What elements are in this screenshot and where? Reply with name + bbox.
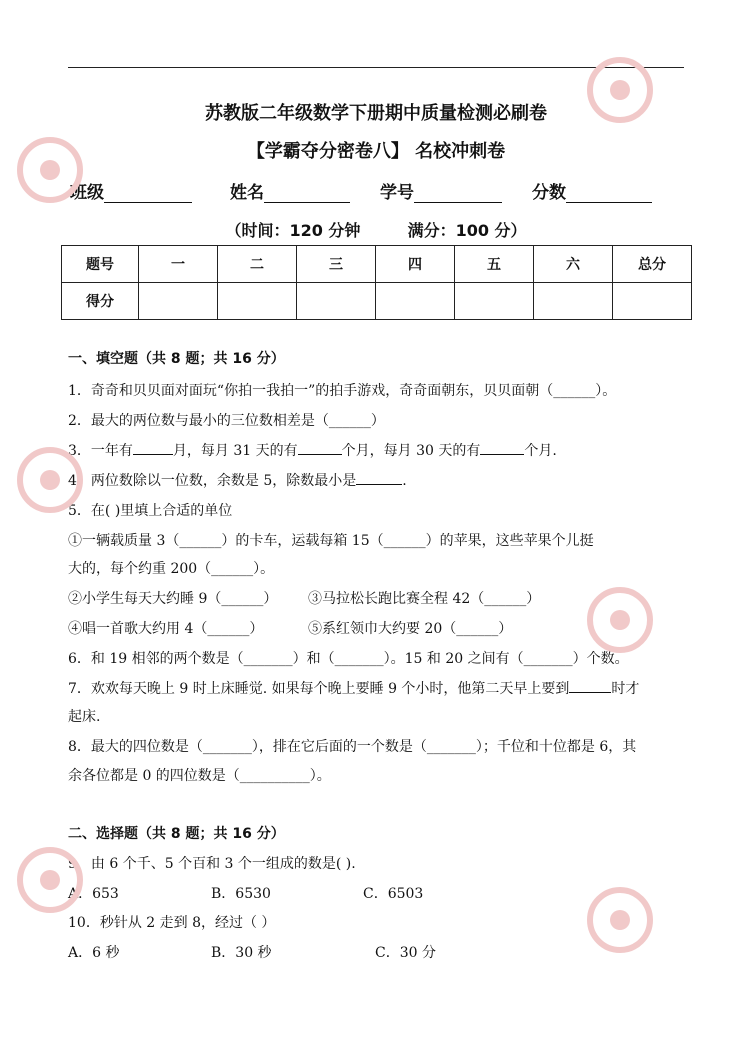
q4-part-2: . [402,473,407,489]
q10-option-b[interactable]: B．30 秒 [211,945,272,961]
question-5-1: ①一辆载质量 3（______）的卡车，运载每箱 15（______）的苹果，这些苹果个儿挺 [68,533,594,549]
name-blank[interactable] [264,184,350,203]
number-label: 学号 [380,183,414,203]
question-1: 1．奇奇和贝贝面对面玩“你拍一我拍一”的拍手游戏，奇奇面朝东，贝贝面朝（______）。 [68,383,617,399]
q7-part-1: 7．欢欢每天晚上 9 时上床睡觉. 如果每个晚上要睡 9 个小时，他第二天早上要到 [68,681,570,697]
question-3 [68,440,557,460]
question-7 [68,678,639,698]
watermark-logo-icon [560,860,680,980]
q3-part-1: 3．一年有 [68,443,133,459]
score-cell[interactable] [455,283,534,320]
score-table-header-row [62,246,692,283]
answer-blank[interactable] [133,440,173,455]
score-cell[interactable] [613,283,692,320]
q7-part-2: 时才 [611,681,640,697]
question-5-4: ④唱一首歌大约用 4（______） [68,621,264,637]
question-2: 2．最大的两位数与最小的三位数相差是（______） [68,413,385,429]
score-blank[interactable] [566,184,652,203]
score-cell[interactable] [534,283,613,320]
question-5: 5．在( )里填上合适的单位 [68,503,233,519]
question-6: 6．和 19 相邻的两个数是（_______）和（_______）。15 和 20 之间有（_______）个数。 [68,651,629,667]
answer-blank[interactable] [356,470,402,485]
q10-option-c[interactable]: C．30 分 [375,945,436,961]
name-field[interactable] [230,178,350,203]
table-header-cell: 二 [218,246,297,283]
q3-part-4: 个月. [524,443,557,459]
number-field[interactable] [380,178,502,203]
q3-part-3: 个月，每月 30 天的有 [341,443,481,459]
table-header-cell: 五 [455,246,534,283]
section1-title: 一、填空题（共 8 题；共 16 分） [68,351,285,367]
q9-option-c[interactable]: C．6503 [363,886,424,902]
question-5-2: ②小学生每天大约睡 9（______） [68,591,278,607]
table-header-cell: 一 [139,246,218,283]
table-header-cell: 总分 [613,246,692,283]
table-header-cell: 题号 [62,246,139,283]
answer-blank[interactable] [480,440,524,455]
class-field[interactable] [70,178,192,203]
score-cell[interactable] [139,283,218,320]
score-table-score-row [62,283,692,320]
q4-part-1: 4．两位数除以一位数，余数是 5，除数最小是 [68,473,357,489]
score-cell[interactable] [218,283,297,320]
top-rule [68,67,684,68]
score-row-label: 得分 [62,283,139,320]
table-header-cell: 三 [297,246,376,283]
question-8: 8．最大的四位数是（_______），排在它后面的一个数是（_______）；千位和十位都是 6，其 [68,739,637,755]
table-header-cell: 六 [534,246,613,283]
time-line [68,218,684,241]
time-text: （时间：120 分钟 [225,221,361,240]
class-blank[interactable] [104,184,192,203]
class-label: 班级 [70,183,104,203]
section2-title: 二、选择题（共 8 题；共 16 分） [68,826,285,842]
question-9: 9．由 6 个千、5 个百和 3 个一组成的数是( ). [68,856,356,872]
exam-title: 苏教版二年级数学下册期中质量检测必刷卷 [205,103,547,124]
question-5-3: ③马拉松长跑比赛全程 42（______） [308,591,541,607]
question-4 [68,470,407,490]
q3-part-2: 月，每月 31 天的有 [172,443,298,459]
question-8-cont: 余各位都是 0 的四位数是（__________）。 [68,768,331,784]
score-cell[interactable] [376,283,455,320]
score-field[interactable] [532,178,652,203]
name-label: 姓名 [230,183,264,203]
exam-subtitle: 【学霸夺分密卷八】 名校冲刺卷 [246,141,506,162]
score-table [61,245,692,320]
answer-blank[interactable] [298,440,342,455]
q10-option-a[interactable]: A．6 秒 [68,945,120,961]
number-blank[interactable] [414,184,502,203]
question-7-cont: 起床. [68,709,101,725]
score-cell[interactable] [297,283,376,320]
watermark-logo-icon [10,110,130,230]
question-5-5: ⑤系红领巾大约要 20（______） [308,621,513,637]
student-info-row [70,178,680,202]
score-label: 分数 [532,183,566,203]
question-5-1-cont: 大的，每个约重 200（______）。 [68,561,275,577]
watermark-logo-icon [560,30,680,150]
q9-option-b[interactable]: B．6530 [211,886,271,902]
answer-blank[interactable] [569,678,611,693]
q9-option-a[interactable]: A．653 [68,886,119,902]
full-score-text: 满分：100 分） [407,221,527,240]
table-header-cell: 四 [376,246,455,283]
question-10: 10．秒针从 2 走到 8，经过（ ） [68,915,276,931]
